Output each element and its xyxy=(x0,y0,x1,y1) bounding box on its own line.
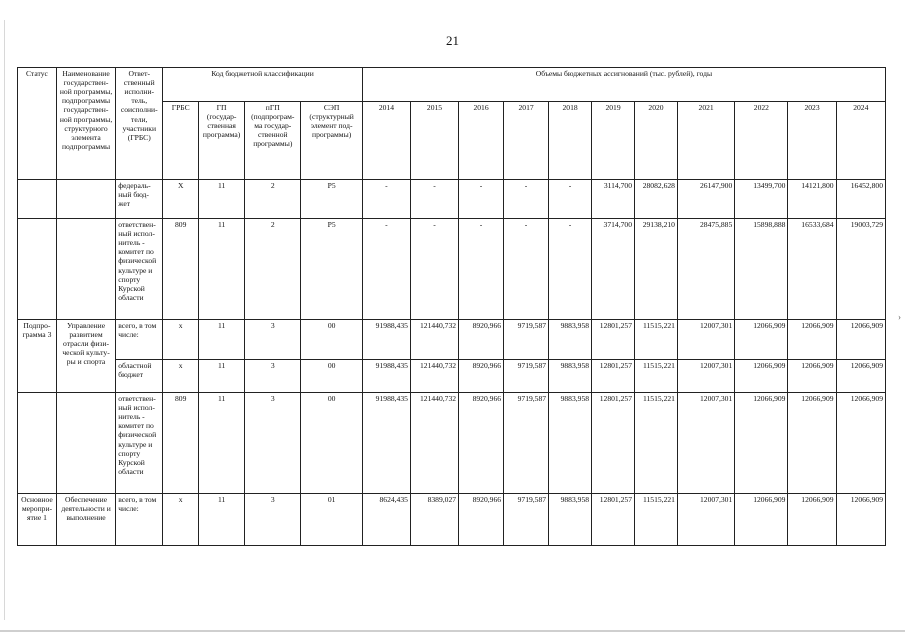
cell-name: Управление развитием отрасли физи-ческой культу-ры и спорта xyxy=(56,320,115,393)
cell-value: 12066,909 xyxy=(735,320,788,360)
table-row xyxy=(18,360,886,393)
header-year: 2019 xyxy=(592,102,635,180)
cell-value: 91988,435 xyxy=(362,360,410,393)
cell-value: 11515,221 xyxy=(635,360,678,393)
cell-status xyxy=(18,180,57,219)
cell-value: 26147,900 xyxy=(677,180,734,219)
cell-value: 8920,966 xyxy=(459,320,504,360)
cell-grbs: 809 xyxy=(163,219,199,320)
cell-grbs: х xyxy=(163,494,199,546)
cell-value: 11515,221 xyxy=(635,393,678,494)
table-row xyxy=(18,494,886,546)
cell-grbs: х xyxy=(163,360,199,393)
header-status: Статус xyxy=(18,68,57,180)
cell-value: 9719,587 xyxy=(504,494,549,546)
scan-edge-bottom xyxy=(0,630,905,632)
cell-value: 9719,587 xyxy=(504,360,549,393)
cell-status: Основное меропри-ятие 1 xyxy=(18,494,57,546)
cell-value: 15898,888 xyxy=(735,219,788,320)
cell-value: 9883,958 xyxy=(549,360,592,393)
cell-grbs: Х xyxy=(163,180,199,219)
cell-gp: 11 xyxy=(199,219,245,320)
header-name: Наименование государствен-ной программы, подпрограммы государствен-ной программы, структурного элемента подпрограммы xyxy=(56,68,115,180)
cell-value: 12066,909 xyxy=(788,393,836,494)
cell-value: - xyxy=(549,219,592,320)
cell-sep: Р5 xyxy=(301,180,362,219)
cell-value: 121440,732 xyxy=(410,393,458,494)
cell-value: 12066,909 xyxy=(836,393,885,494)
cell-value: 12007,301 xyxy=(677,494,734,546)
cell-value: 12066,909 xyxy=(836,320,885,360)
cell-value: 12801,257 xyxy=(592,320,635,360)
cell-value: 12066,909 xyxy=(788,320,836,360)
table-row xyxy=(18,393,886,494)
header-year: 2015 xyxy=(410,102,458,180)
cell-value: 12066,909 xyxy=(735,393,788,494)
cell-value: 91988,435 xyxy=(362,320,410,360)
cell-value: 12801,257 xyxy=(592,494,635,546)
cell-value: 121440,732 xyxy=(410,360,458,393)
cell-pgp: 2 xyxy=(245,219,301,320)
cell-executor: всего, в том числе: xyxy=(116,320,163,360)
cell-executor: ответствен-ный испол-нитель - комитет по физической культуре и спорту Курской области xyxy=(116,219,163,320)
header-year: 2016 xyxy=(459,102,504,180)
cell-value: 3114,700 xyxy=(592,180,635,219)
cell-value: - xyxy=(504,219,549,320)
cell-value: - xyxy=(459,180,504,219)
cell-value: 12066,909 xyxy=(788,360,836,393)
cell-sep: 00 xyxy=(301,360,362,393)
cell-value: - xyxy=(504,180,549,219)
cell-value: 9883,958 xyxy=(549,393,592,494)
cell-value: 9719,587 xyxy=(504,320,549,360)
header-volume-group: Объемы бюджетных ассигнований (тыс. рублей), годы xyxy=(362,68,885,102)
scan-edge-left xyxy=(4,20,5,620)
cell-value: 12066,909 xyxy=(836,494,885,546)
cell-sep: 01 xyxy=(301,494,362,546)
cell-executor: федераль-ный бюд-жет xyxy=(116,180,163,219)
cell-value: 8920,966 xyxy=(459,393,504,494)
cell-value: 28082,628 xyxy=(635,180,678,219)
cell-grbs: х xyxy=(163,320,199,360)
cell-value: 19003,729 xyxy=(836,219,885,320)
header-code-col: ГРБС xyxy=(163,102,199,180)
cell-value: 29138,210 xyxy=(635,219,678,320)
cell-pgp: 3 xyxy=(245,494,301,546)
cell-value: 11515,221 xyxy=(635,320,678,360)
header-code-group: Код бюджетной классификации xyxy=(163,68,363,102)
cell-name xyxy=(56,393,115,494)
cell-value: - xyxy=(410,219,458,320)
cell-value: 12066,909 xyxy=(735,494,788,546)
cell-value: 3714,700 xyxy=(592,219,635,320)
cell-value: 11515,221 xyxy=(635,494,678,546)
cell-sep: 00 xyxy=(301,320,362,360)
header-year: 2021 xyxy=(677,102,734,180)
cell-gp: 11 xyxy=(199,360,245,393)
cell-gp: 11 xyxy=(199,320,245,360)
cell-gp: 11 xyxy=(199,393,245,494)
cell-name xyxy=(56,219,115,320)
cell-value: 16533,684 xyxy=(788,219,836,320)
cell-sep: Р5 xyxy=(301,219,362,320)
cell-pgp: 3 xyxy=(245,320,301,360)
cell-grbs: 809 xyxy=(163,393,199,494)
page-number: 21 xyxy=(446,33,459,48)
cell-pgp: 3 xyxy=(245,360,301,393)
cell-value: 9719,587 xyxy=(504,393,549,494)
edge-mark: › xyxy=(898,312,901,322)
cell-value: 12007,301 xyxy=(677,360,734,393)
cell-value: 8920,966 xyxy=(459,360,504,393)
table-row xyxy=(18,320,886,360)
cell-status xyxy=(18,393,57,494)
cell-value: 91988,435 xyxy=(362,393,410,494)
cell-value: 9883,958 xyxy=(549,320,592,360)
cell-value: 12066,909 xyxy=(836,360,885,393)
header-year: 2017 xyxy=(504,102,549,180)
cell-value: - xyxy=(459,219,504,320)
cell-value: 12801,257 xyxy=(592,393,635,494)
cell-value: 12801,257 xyxy=(592,360,635,393)
cell-value: 8920,966 xyxy=(459,494,504,546)
cell-pgp: 2 xyxy=(245,180,301,219)
cell-value: 13499,700 xyxy=(735,180,788,219)
cell-value: 28475,885 xyxy=(677,219,734,320)
cell-status: Подпро-грамма 3 xyxy=(18,320,57,393)
header-year: 2023 xyxy=(788,102,836,180)
cell-sep: 00 xyxy=(301,393,362,494)
cell-value: - xyxy=(410,180,458,219)
header-year: 2014 xyxy=(362,102,410,180)
cell-value: - xyxy=(362,180,410,219)
cell-name: Обеспечение деятельности и выполнение xyxy=(56,494,115,546)
header-code-col: СЭП (структурный элемент под-программы) xyxy=(301,102,362,180)
budget-table xyxy=(17,67,886,546)
header-year: 2024 xyxy=(836,102,885,180)
header-year: 2020 xyxy=(635,102,678,180)
cell-value: 12007,301 xyxy=(677,393,734,494)
header-year: 2022 xyxy=(735,102,788,180)
table-row xyxy=(18,180,886,219)
table-row xyxy=(18,219,886,320)
cell-value: - xyxy=(362,219,410,320)
header-code-col: ГП (государ-ственная программа) xyxy=(199,102,245,180)
cell-value: - xyxy=(549,180,592,219)
cell-value: 9883,958 xyxy=(549,494,592,546)
cell-value: 8389,027 xyxy=(410,494,458,546)
cell-value: 121440,732 xyxy=(410,320,458,360)
cell-value: 16452,800 xyxy=(836,180,885,219)
cell-value: 8624,435 xyxy=(362,494,410,546)
cell-value: 12066,909 xyxy=(788,494,836,546)
cell-gp: 11 xyxy=(199,180,245,219)
cell-status xyxy=(18,219,57,320)
cell-executor: областной бюджет xyxy=(116,360,163,393)
cell-value: 12066,909 xyxy=(735,360,788,393)
cell-executor: ответствен-ный испол-нитель - комитет по физической культуре и спорту Курской области xyxy=(116,393,163,494)
cell-pgp: 3 xyxy=(245,393,301,494)
cell-gp: 11 xyxy=(199,494,245,546)
cell-name xyxy=(56,180,115,219)
cell-value: 12007,301 xyxy=(677,320,734,360)
cell-executor: всего, в том числе: xyxy=(116,494,163,546)
header-year: 2018 xyxy=(549,102,592,180)
header-code-col: пГП (подпрограм-ма государ-ственной программы) xyxy=(245,102,301,180)
header-executor: Ответ-ственный исполни-тель, соисполни-тели, участники (ГРБС) xyxy=(116,68,163,180)
cell-value: 14121,800 xyxy=(788,180,836,219)
